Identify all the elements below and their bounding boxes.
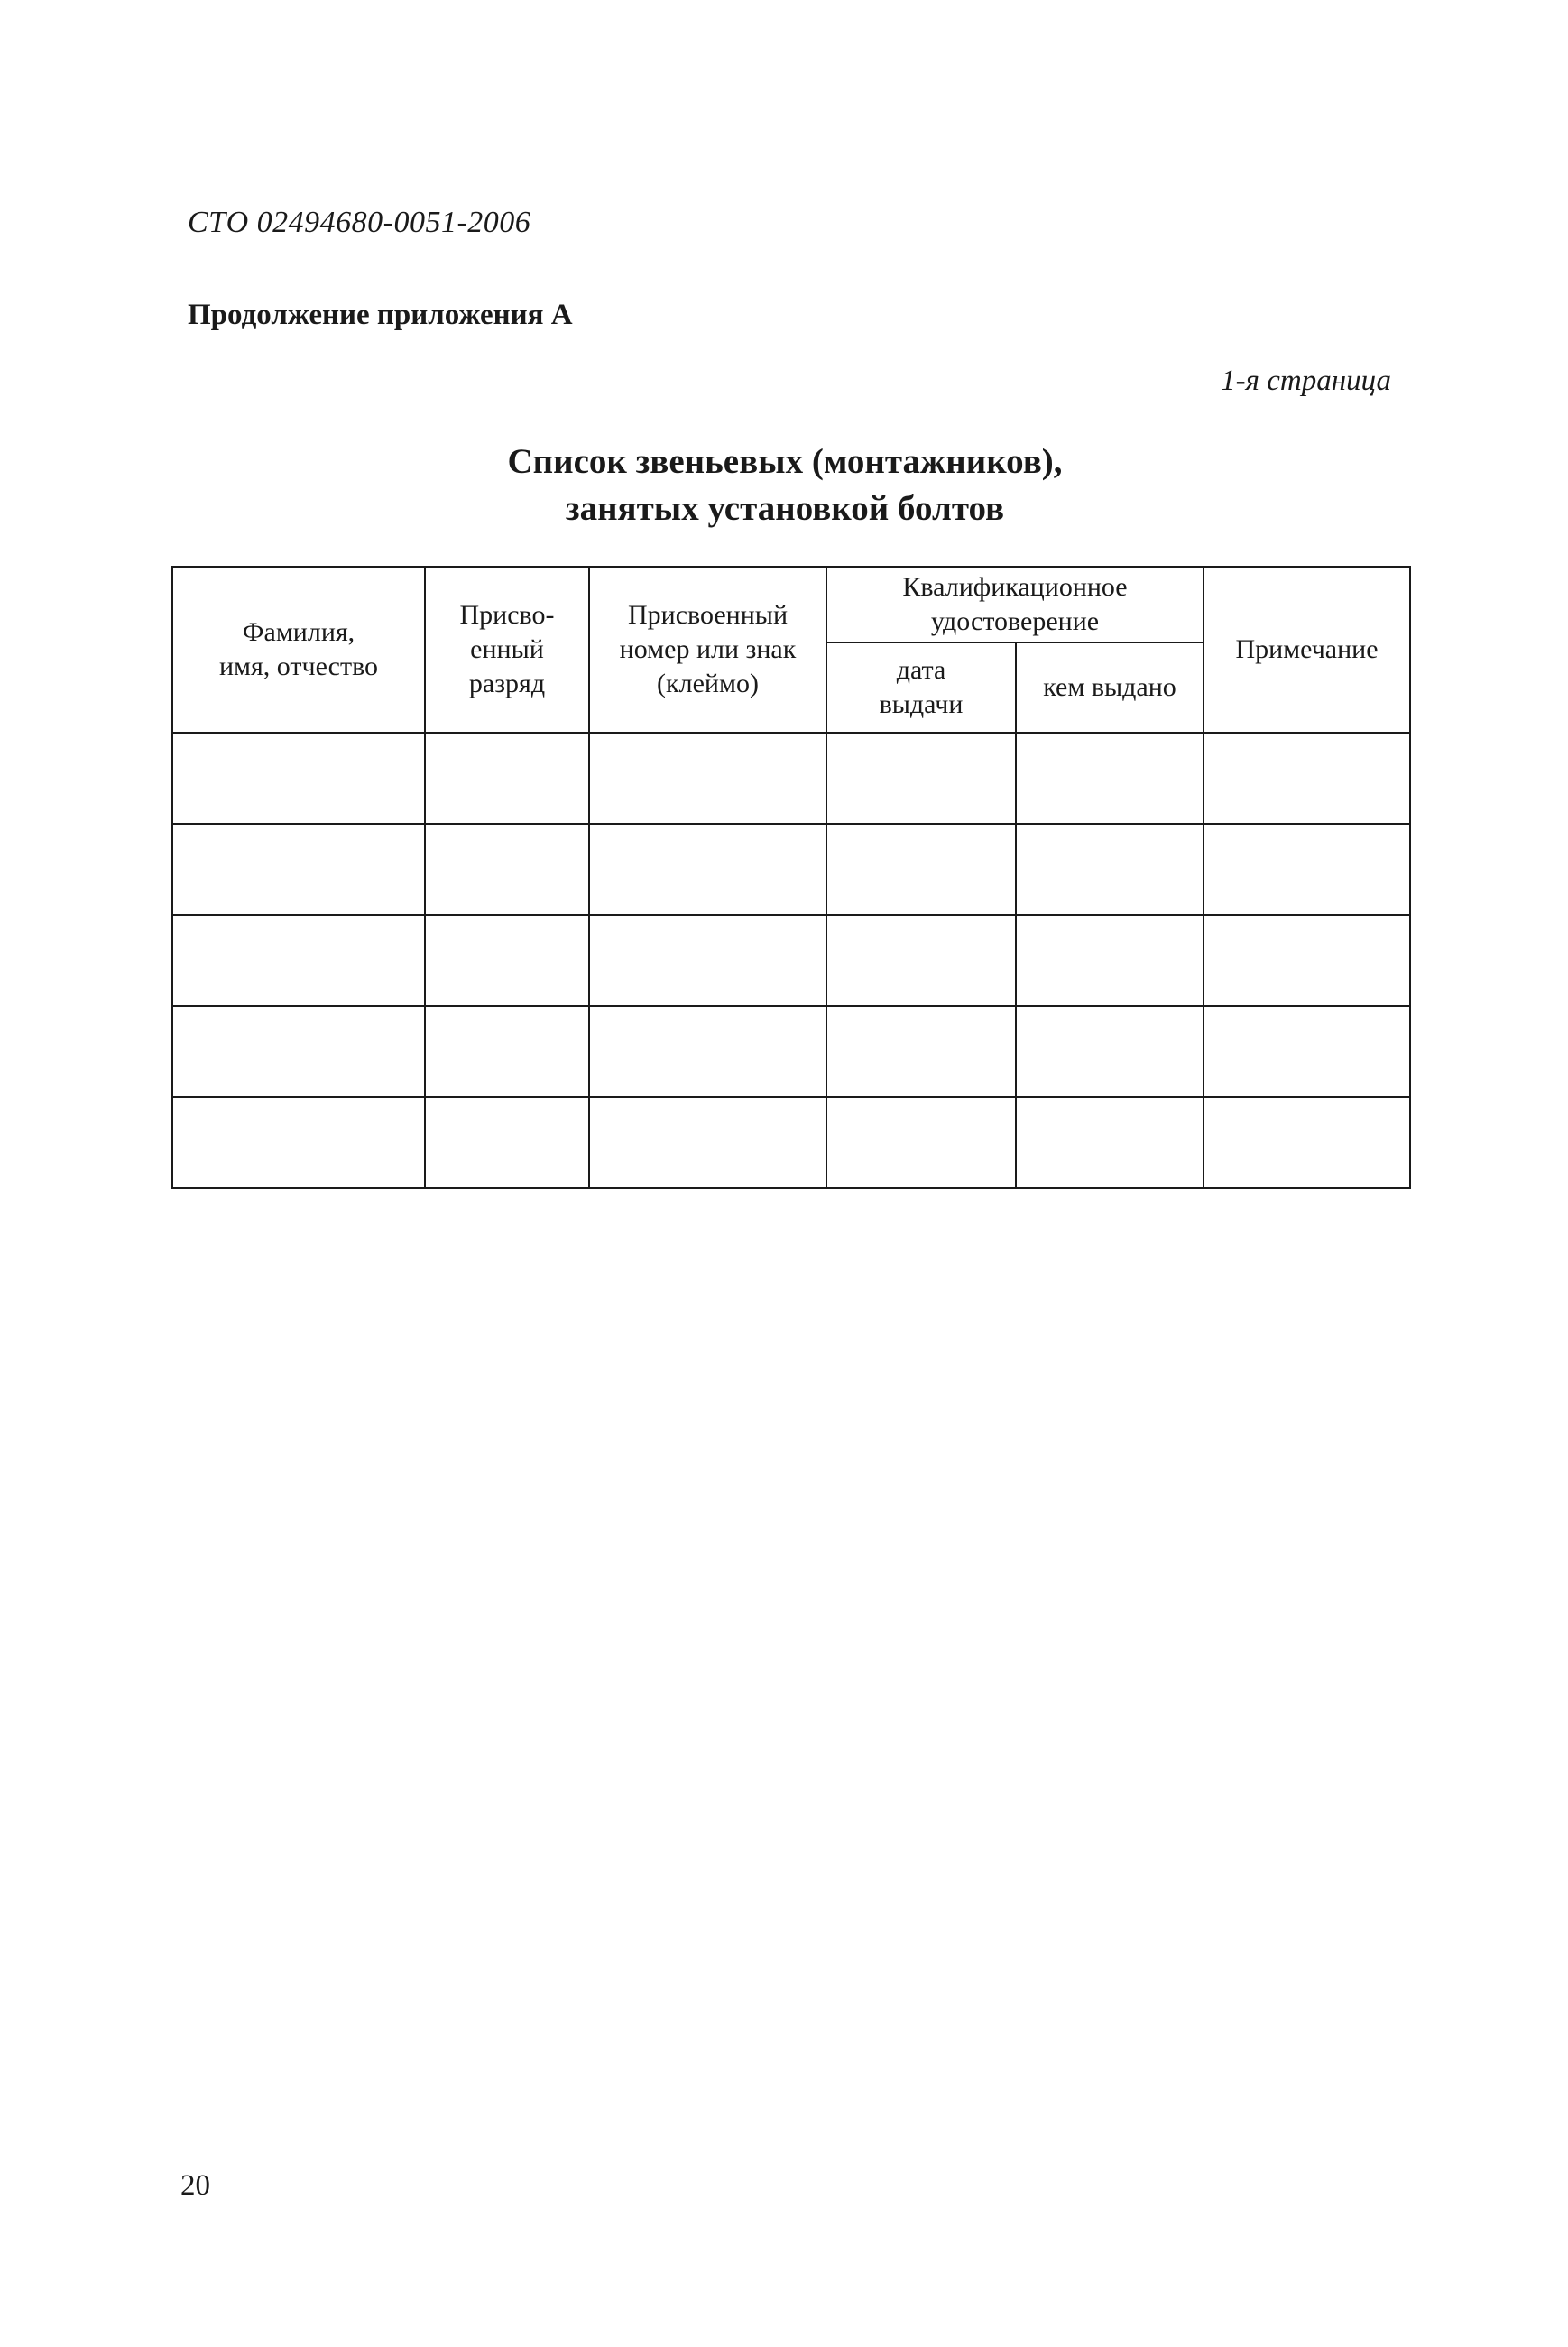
table-cell — [172, 1097, 425, 1188]
table-cell — [1016, 824, 1204, 915]
table-title — [271, 439, 1299, 532]
table-cell — [425, 1097, 589, 1188]
table-cell — [425, 733, 589, 824]
table-cell — [1204, 1006, 1410, 1097]
table-row — [172, 915, 1410, 1006]
table-cell — [589, 824, 826, 915]
table-cell — [826, 733, 1016, 824]
header-assigned-mark: Присвоенный номер или знак (клеймо) — [589, 567, 826, 733]
header-qualification-certificate: Квалификационное удостоверение — [826, 567, 1204, 642]
table-row — [172, 733, 1410, 824]
table-row — [172, 1097, 1410, 1188]
table-cell — [172, 1006, 425, 1097]
table-cell — [172, 733, 425, 824]
table-cell — [1016, 915, 1204, 1006]
table-cell — [1204, 915, 1410, 1006]
table-cell — [1204, 824, 1410, 915]
table-cell — [425, 824, 589, 915]
table-cell — [172, 824, 425, 915]
table-row — [172, 1006, 1410, 1097]
page-label: 1-я страница — [1221, 365, 1391, 397]
table-cell — [589, 915, 826, 1006]
header-issue-date: дата выдачи — [826, 642, 1016, 733]
table-cell — [589, 1006, 826, 1097]
table-cell — [425, 1006, 589, 1097]
header-issued-by: кем выдано — [1016, 642, 1204, 733]
table-cell — [1204, 1097, 1410, 1188]
table-cell — [1204, 733, 1410, 824]
installers-table — [171, 566, 1411, 1189]
table-cell — [172, 915, 425, 1006]
header-assigned-rank: Присво- енный разряд — [425, 567, 589, 733]
table-cell — [826, 1097, 1016, 1188]
table-cell — [826, 824, 1016, 915]
header-full-name: Фамилия, имя, отчество — [172, 567, 425, 733]
table-cell — [1016, 733, 1204, 824]
table-cell — [1016, 1097, 1204, 1188]
table-cell — [826, 1006, 1016, 1097]
header-note: Примечание — [1204, 567, 1410, 733]
appendix-continuation-heading: Продолжение приложения А — [188, 299, 573, 331]
table-row — [172, 824, 1410, 915]
table-cell — [425, 915, 589, 1006]
table-title-line-2: занятых установкой болтов — [565, 489, 1005, 528]
table-title-line-1: Список звеньевых (монтажников), — [507, 442, 1063, 481]
table-cell — [589, 733, 826, 824]
page-number: 20 — [180, 2169, 210, 2202]
table-cell — [1016, 1006, 1204, 1097]
table-cell — [826, 915, 1016, 1006]
document-code: СТО 02494680-0051-2006 — [188, 206, 531, 239]
table-cell — [589, 1097, 826, 1188]
